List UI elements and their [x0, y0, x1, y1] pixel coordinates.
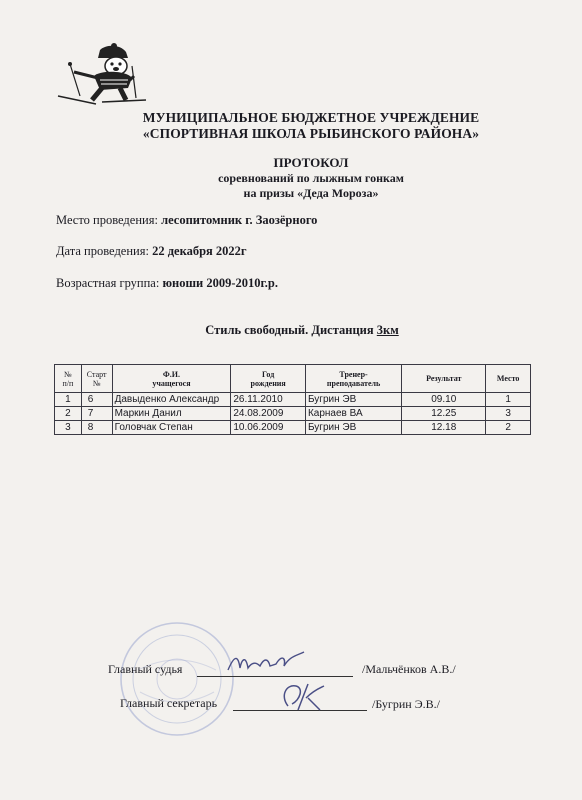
header-start: Старт №: [81, 365, 112, 393]
document-title: ПРОТОКОЛ: [273, 155, 349, 170]
cell-birth-date: 10.06.2009: [231, 421, 306, 435]
cell-start: 8: [81, 421, 112, 435]
header-birth-year: Год рождения: [231, 365, 306, 393]
venue-value: лесопитомник г. Заозёрного: [161, 213, 318, 227]
table-row: [55, 393, 531, 407]
chief-secretary-signature-icon: [278, 680, 328, 714]
date-value: 22 декабря 2022г: [152, 244, 247, 258]
table-row: [55, 421, 531, 435]
table-header-row: [55, 365, 531, 393]
age-group-label: Возрастная группа:: [56, 276, 163, 290]
age-group-line: [56, 276, 278, 291]
cell-birth-date: 26.11.2010: [231, 393, 306, 407]
table-row: [55, 407, 531, 421]
cell-start: 6: [81, 393, 112, 407]
race-style-line: [0, 323, 582, 338]
date-label: Дата проведения:: [56, 244, 153, 258]
document-subtitle-1: соревнований по лыжным гонкам: [218, 171, 404, 185]
cell-name: Маркин Данил: [112, 407, 231, 421]
venue-label: Место проведения:: [56, 213, 162, 227]
cell-coach: Карнаев ВА: [305, 407, 401, 421]
skier-logo-icon: [56, 42, 148, 108]
race-style-text: Стиль свободный. Дистанция: [205, 323, 377, 337]
cell-number: 1: [55, 393, 82, 407]
age-group-value: юноши 2009-2010г.р.: [162, 276, 278, 290]
chief-judge-name: /Мальчёнков А.В./: [362, 662, 456, 676]
chief-judge-label: Главный судья: [108, 662, 183, 676]
cell-place: 2: [486, 421, 531, 435]
header-number: № п/п: [55, 365, 82, 393]
header-coach: Тренер- преподаватель: [305, 365, 401, 393]
organization-line-1: МУНИЦИПАЛЬНОЕ БЮДЖЕТНОЕ УЧРЕЖДЕНИЕ: [142, 110, 480, 125]
date-line: [56, 244, 247, 259]
document-subtitle-2: на призы «Деда Мороза»: [243, 186, 379, 200]
cell-result: 12.25: [402, 407, 486, 421]
header-result: Результат: [402, 365, 486, 393]
chief-secretary-name: /Бугрин Э.В./: [372, 697, 440, 711]
cell-result: 09.10: [402, 393, 486, 407]
cell-name: Головчак Степан: [112, 421, 231, 435]
cell-coach: Бугрин ЭВ: [305, 393, 401, 407]
cell-coach: Бугрин ЭВ: [305, 421, 401, 435]
results-table: [54, 364, 531, 435]
round-stamp-icon: [118, 620, 236, 738]
cell-number: 2: [55, 407, 82, 421]
cell-place: 1: [486, 393, 531, 407]
cell-start: 7: [81, 407, 112, 421]
race-distance: 3км: [376, 323, 399, 337]
cell-name: Давыденко Александр: [112, 393, 231, 407]
chief-judge-signature-icon: [226, 648, 310, 678]
venue-line: [56, 213, 317, 228]
chief-secretary-label: Главный секретарь: [120, 696, 218, 710]
cell-place: 3: [486, 407, 531, 421]
cell-result: 12.18: [402, 421, 486, 435]
header-name: Ф.И. учащегося: [112, 365, 231, 393]
cell-number: 3: [55, 421, 82, 435]
cell-birth-date: 24.08.2009: [231, 407, 306, 421]
header-place: Место: [486, 365, 531, 393]
organization-line-2: «СПОРТИВНАЯ ШКОЛА РЫБИНСКОГО РАЙОНА»: [142, 126, 480, 141]
